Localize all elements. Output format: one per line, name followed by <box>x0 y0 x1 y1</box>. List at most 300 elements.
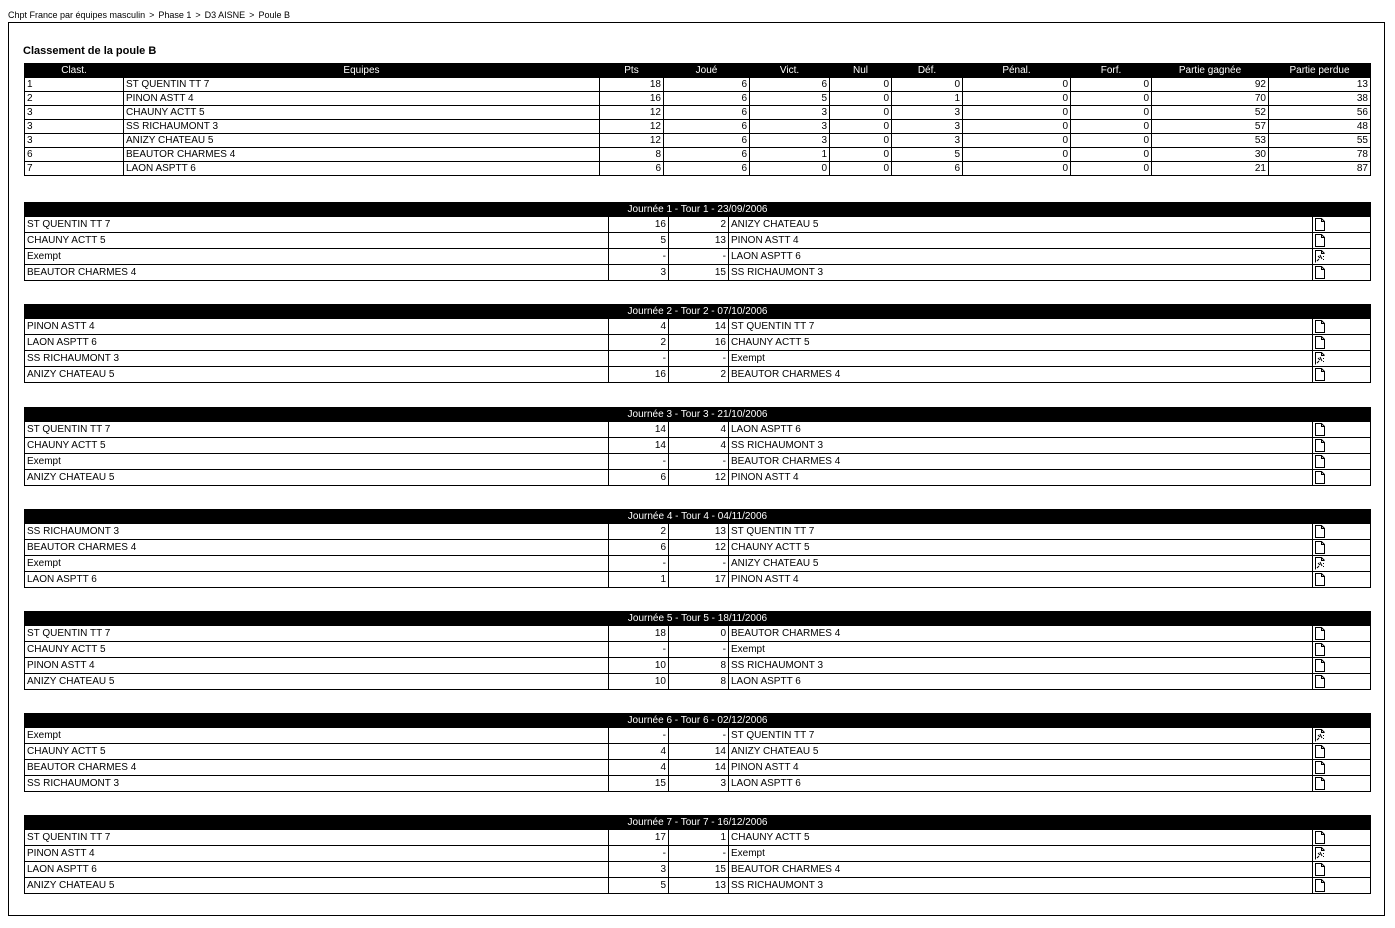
match-row <box>25 265 1371 281</box>
breadcrumb <box>8 10 290 20</box>
home-team-cell[interactable]: ST QUENTIN TT 7 <box>25 830 609 846</box>
ranking-cell: 55 <box>1269 134 1371 148</box>
away-score-cell: 4 <box>669 438 729 454</box>
home-score-cell: 2 <box>609 335 669 351</box>
match-sheet-cell <box>1313 265 1371 281</box>
ranking-cell: 3 <box>25 106 124 120</box>
home-score-cell: 18 <box>609 626 669 642</box>
ranking-cell: 0 <box>1071 120 1152 134</box>
ranking-cell: 52 <box>1152 106 1269 120</box>
match-row <box>25 572 1371 588</box>
ranking-cell: 0 <box>830 92 892 106</box>
breadcrumb-item[interactable]: D3 AISNE <box>204 10 246 20</box>
ranking-cell: 6 <box>664 134 750 148</box>
home-score-cell: 3 <box>609 862 669 878</box>
away-team-cell[interactable]: CHAUNY ACTT 5 <box>729 335 1313 351</box>
ranking-cell: 0 <box>963 106 1071 120</box>
team-name-cell[interactable]: SS RICHAUMONT 3 <box>124 120 600 134</box>
ranking-cell: 53 <box>1152 134 1269 148</box>
match-row <box>25 335 1371 351</box>
away-score-cell: 8 <box>669 674 729 690</box>
breadcrumb-separator: > <box>195 10 201 20</box>
ranking-cell: 8 <box>600 148 664 162</box>
match-sheet-cell <box>1313 744 1371 760</box>
away-team-cell[interactable]: ST QUENTIN TT 7 <box>729 319 1313 335</box>
ranking-cell: 0 <box>892 78 963 92</box>
away-team-cell[interactable]: ANIZY CHATEAU 5 <box>729 217 1313 233</box>
away-team-cell[interactable]: BEAUTOR CHARMES 4 <box>729 454 1313 470</box>
matchday-table <box>24 815 1371 894</box>
home-team-cell[interactable]: ANIZY CHATEAU 5 <box>25 470 609 486</box>
ranking-column-header: Partie perdue <box>1269 64 1371 78</box>
home-team-cell[interactable]: SS RICHAUMONT 3 <box>25 351 609 367</box>
document-icon[interactable] <box>1315 320 1325 333</box>
ranking-cell: 70 <box>1152 92 1269 106</box>
ranking-cell: 6 <box>892 162 963 176</box>
document-icon[interactable] <box>1315 525 1325 538</box>
home-score-cell: - <box>609 728 669 744</box>
home-score-cell: 1 <box>609 572 669 588</box>
away-score-cell: 0 <box>669 626 729 642</box>
table-row <box>25 148 1371 162</box>
away-team-cell[interactable]: ST QUENTIN TT 7 <box>729 524 1313 540</box>
match-sheet-cell <box>1313 217 1371 233</box>
ranking-cell: 12 <box>600 106 664 120</box>
away-score-cell: - <box>669 454 729 470</box>
away-team-cell[interactable]: PINON ASTT 4 <box>729 233 1313 249</box>
away-team-cell[interactable]: BEAUTOR CHARMES 4 <box>729 626 1313 642</box>
match-sheet-cell <box>1313 846 1371 862</box>
ranking-cell: 0 <box>830 134 892 148</box>
away-score-cell: - <box>669 556 729 572</box>
away-score-cell: 3 <box>669 776 729 792</box>
ranking-cell: 5 <box>892 148 963 162</box>
matchday-title: Journée 1 - Tour 1 - 23/09/2006 <box>25 203 1371 217</box>
match-sheet-cell <box>1313 454 1371 470</box>
away-team-cell[interactable]: LAON ASPTT 6 <box>729 674 1313 690</box>
home-team-cell[interactable]: BEAUTOR CHARMES 4 <box>25 760 609 776</box>
away-team-cell[interactable]: SS RICHAUMONT 3 <box>729 878 1313 894</box>
ranking-cell: 3 <box>892 120 963 134</box>
page-title: Classement de la poule B <box>23 45 157 57</box>
home-score-cell: 4 <box>609 760 669 776</box>
home-team-cell[interactable]: ANIZY CHATEAU 5 <box>25 674 609 690</box>
home-team-cell[interactable]: SS RICHAUMONT 3 <box>25 524 609 540</box>
match-sheet-cell <box>1313 760 1371 776</box>
match-row <box>25 626 1371 642</box>
match-sheet-cell <box>1313 319 1371 335</box>
home-team-cell[interactable]: ST QUENTIN TT 7 <box>25 217 609 233</box>
matchday-table <box>24 611 1371 690</box>
away-score-cell: 14 <box>669 319 729 335</box>
match-sheet-cell <box>1313 556 1371 572</box>
document-broken-icon[interactable] <box>1315 847 1325 860</box>
breadcrumb-item[interactable]: Phase 1 <box>158 10 192 20</box>
ranking-column-header: Clast. <box>25 64 124 78</box>
away-team-cell[interactable]: Exempt <box>729 846 1313 862</box>
home-team-cell[interactable]: ST QUENTIN TT 7 <box>25 626 609 642</box>
ranking-cell: 3 <box>750 106 830 120</box>
match-sheet-cell <box>1313 572 1371 588</box>
match-row <box>25 524 1371 540</box>
ranking-cell: 6 <box>664 78 750 92</box>
ranking-cell: 6 <box>25 148 124 162</box>
table-row <box>25 134 1371 148</box>
document-icon[interactable] <box>1315 879 1325 892</box>
match-sheet-cell <box>1313 422 1371 438</box>
ranking-table <box>24 63 1371 176</box>
document-icon[interactable] <box>1315 831 1325 844</box>
match-sheet-cell <box>1313 540 1371 556</box>
ranking-cell: 56 <box>1269 106 1371 120</box>
away-team-cell[interactable]: SS RICHAUMONT 3 <box>729 438 1313 454</box>
match-sheet-cell <box>1313 830 1371 846</box>
match-row <box>25 556 1371 572</box>
home-score-cell: 5 <box>609 233 669 249</box>
ranking-cell: 0 <box>1071 134 1152 148</box>
document-broken-icon[interactable] <box>1315 729 1325 742</box>
away-score-cell: 15 <box>669 862 729 878</box>
home-score-cell: - <box>609 454 669 470</box>
breadcrumb-separator: > <box>249 10 255 20</box>
home-score-cell: 4 <box>609 744 669 760</box>
home-score-cell: 6 <box>609 470 669 486</box>
away-score-cell: - <box>669 846 729 862</box>
matchday-title: Journée 7 - Tour 7 - 16/12/2006 <box>25 816 1371 830</box>
home-team-cell[interactable]: Exempt <box>25 556 609 572</box>
away-score-cell: 15 <box>669 265 729 281</box>
match-row <box>25 351 1371 367</box>
away-team-cell[interactable]: ST QUENTIN TT 7 <box>729 728 1313 744</box>
document-icon[interactable] <box>1315 643 1325 656</box>
match-row <box>25 233 1371 249</box>
ranking-header-row <box>25 64 1371 78</box>
away-team-cell[interactable]: PINON ASTT 4 <box>729 470 1313 486</box>
home-team-cell[interactable]: Exempt <box>25 454 609 470</box>
match-sheet-cell <box>1313 438 1371 454</box>
home-team-cell[interactable]: CHAUNY ACTT 5 <box>25 438 609 454</box>
ranking-cell: 0 <box>963 92 1071 106</box>
home-score-cell: - <box>609 556 669 572</box>
home-score-cell: 16 <box>609 367 669 383</box>
ranking-column-header: Déf. <box>892 64 963 78</box>
ranking-cell: 5 <box>750 92 830 106</box>
ranking-cell: 57 <box>1152 120 1269 134</box>
match-sheet-cell <box>1313 524 1371 540</box>
ranking-cell: 0 <box>830 120 892 134</box>
home-team-cell[interactable]: BEAUTOR CHARMES 4 <box>25 540 609 556</box>
team-name-cell[interactable]: PINON ASTT 4 <box>124 92 600 106</box>
match-row <box>25 249 1371 265</box>
document-icon[interactable] <box>1315 541 1325 554</box>
ranking-cell: 0 <box>1071 106 1152 120</box>
ranking-cell: 38 <box>1269 92 1371 106</box>
ranking-cell: 0 <box>830 78 892 92</box>
matchday-table <box>24 407 1371 486</box>
matchday-table <box>24 304 1371 383</box>
document-icon[interactable] <box>1315 627 1325 640</box>
home-team-cell[interactable]: ANIZY CHATEAU 5 <box>25 367 609 383</box>
ranking-cell: 48 <box>1269 120 1371 134</box>
ranking-cell: 3 <box>892 134 963 148</box>
away-score-cell: 14 <box>669 744 729 760</box>
ranking-column-header: Partie gagnée <box>1152 64 1269 78</box>
ranking-cell: 0 <box>963 120 1071 134</box>
away-score-cell: 13 <box>669 878 729 894</box>
home-score-cell: 4 <box>609 319 669 335</box>
ranking-cell: 0 <box>963 78 1071 92</box>
home-team-cell[interactable]: LAON ASPTT 6 <box>25 862 609 878</box>
document-icon[interactable] <box>1315 863 1325 876</box>
breadcrumb-item[interactable]: Chpt France par équipes masculin <box>8 10 146 20</box>
document-icon[interactable] <box>1315 336 1325 349</box>
away-score-cell: 4 <box>669 422 729 438</box>
match-row <box>25 470 1371 486</box>
away-score-cell: 12 <box>669 470 729 486</box>
home-score-cell: 3 <box>609 265 669 281</box>
match-sheet-cell <box>1313 878 1371 894</box>
match-sheet-cell <box>1313 658 1371 674</box>
ranking-cell: 0 <box>830 162 892 176</box>
ranking-cell: 3 <box>750 134 830 148</box>
ranking-cell: 3 <box>750 120 830 134</box>
breadcrumb-item: Poule B <box>258 10 290 20</box>
home-score-cell: 10 <box>609 674 669 690</box>
ranking-cell: 6 <box>664 162 750 176</box>
home-score-cell: - <box>609 351 669 367</box>
ranking-cell: 2 <box>25 92 124 106</box>
away-score-cell: 14 <box>669 760 729 776</box>
ranking-cell: 92 <box>1152 78 1269 92</box>
ranking-cell: 30 <box>1152 148 1269 162</box>
ranking-cell: 13 <box>1269 78 1371 92</box>
match-sheet-cell <box>1313 862 1371 878</box>
away-team-cell[interactable]: ANIZY CHATEAU 5 <box>729 744 1313 760</box>
ranking-cell: 1 <box>25 78 124 92</box>
table-row <box>25 120 1371 134</box>
away-score-cell: - <box>669 351 729 367</box>
document-broken-icon[interactable] <box>1315 352 1325 365</box>
ranking-cell: 7 <box>25 162 124 176</box>
document-icon[interactable] <box>1315 675 1325 688</box>
document-icon[interactable] <box>1315 218 1325 231</box>
document-icon[interactable] <box>1315 471 1325 484</box>
table-row <box>25 106 1371 120</box>
ranking-cell: 16 <box>600 92 664 106</box>
match-row <box>25 658 1371 674</box>
ranking-cell: 0 <box>1071 162 1152 176</box>
match-sheet-cell <box>1313 249 1371 265</box>
home-team-cell[interactable]: CHAUNY ACTT 5 <box>25 642 609 658</box>
away-team-cell[interactable]: LAON ASPTT 6 <box>729 249 1313 265</box>
ranking-column-header: Joué <box>664 64 750 78</box>
home-team-cell[interactable]: PINON ASTT 4 <box>25 319 609 335</box>
ranking-cell: 12 <box>600 120 664 134</box>
document-icon[interactable] <box>1315 439 1325 452</box>
ranking-column-header: Vict. <box>750 64 830 78</box>
ranking-cell: 87 <box>1269 162 1371 176</box>
away-team-cell[interactable]: LAON ASPTT 6 <box>729 422 1313 438</box>
ranking-cell: 3 <box>25 120 124 134</box>
away-team-cell[interactable]: ANIZY CHATEAU 5 <box>729 556 1313 572</box>
matchday-title: Journée 6 - Tour 6 - 02/12/2006 <box>25 714 1371 728</box>
team-name-cell[interactable]: BEAUTOR CHARMES 4 <box>124 148 600 162</box>
document-icon[interactable] <box>1315 745 1325 758</box>
ranking-cell: 6 <box>750 78 830 92</box>
away-team-cell[interactable]: LAON ASPTT 6 <box>729 776 1313 792</box>
document-icon[interactable] <box>1315 659 1325 672</box>
ranking-cell: 6 <box>664 106 750 120</box>
ranking-cell: 12 <box>600 134 664 148</box>
match-row <box>25 878 1371 894</box>
ranking-cell: 0 <box>750 162 830 176</box>
home-team-cell[interactable]: ANIZY CHATEAU 5 <box>25 878 609 894</box>
away-team-cell[interactable]: Exempt <box>729 351 1313 367</box>
home-score-cell: 15 <box>609 776 669 792</box>
away-score-cell: 17 <box>669 572 729 588</box>
match-row <box>25 728 1371 744</box>
match-sheet-cell <box>1313 728 1371 744</box>
match-row <box>25 760 1371 776</box>
ranking-column-header: Equipes <box>124 64 600 78</box>
away-score-cell: 8 <box>669 658 729 674</box>
away-score-cell: 12 <box>669 540 729 556</box>
home-score-cell: - <box>609 249 669 265</box>
team-name-cell[interactable]: ANIZY CHATEAU 5 <box>124 134 600 148</box>
away-team-cell[interactable]: CHAUNY ACTT 5 <box>729 830 1313 846</box>
home-team-cell[interactable]: LAON ASPTT 6 <box>25 335 609 351</box>
away-team-cell[interactable]: SS RICHAUMONT 3 <box>729 658 1313 674</box>
home-score-cell: 14 <box>609 438 669 454</box>
home-score-cell: 10 <box>609 658 669 674</box>
home-score-cell: 5 <box>609 878 669 894</box>
away-score-cell: 13 <box>669 524 729 540</box>
ranking-cell: 1 <box>750 148 830 162</box>
ranking-cell: 18 <box>600 78 664 92</box>
match-sheet-cell <box>1313 233 1371 249</box>
team-name-cell[interactable]: ST QUENTIN TT 7 <box>124 78 600 92</box>
ranking-cell: 0 <box>830 106 892 120</box>
team-name-cell[interactable]: LAON ASPTT 6 <box>124 162 600 176</box>
match-sheet-cell <box>1313 626 1371 642</box>
away-team-cell[interactable]: PINON ASTT 4 <box>729 760 1313 776</box>
matchday-title: Journée 3 - Tour 3 - 21/10/2006 <box>25 408 1371 422</box>
matchday-table <box>24 202 1371 281</box>
away-team-cell[interactable]: SS RICHAUMONT 3 <box>729 265 1313 281</box>
match-row <box>25 846 1371 862</box>
home-team-cell[interactable]: Exempt <box>25 249 609 265</box>
home-team-cell[interactable]: ST QUENTIN TT 7 <box>25 422 609 438</box>
home-team-cell[interactable]: SS RICHAUMONT 3 <box>25 776 609 792</box>
ranking-column-header: Pts <box>600 64 664 78</box>
match-row <box>25 674 1371 690</box>
match-sheet-cell <box>1313 470 1371 486</box>
document-icon[interactable] <box>1315 266 1325 279</box>
document-icon[interactable] <box>1315 368 1325 381</box>
match-sheet-cell <box>1313 674 1371 690</box>
away-team-cell[interactable]: BEAUTOR CHARMES 4 <box>729 862 1313 878</box>
match-row <box>25 642 1371 658</box>
away-team-cell[interactable]: CHAUNY ACTT 5 <box>729 540 1313 556</box>
match-sheet-cell <box>1313 335 1371 351</box>
document-icon[interactable] <box>1315 573 1325 586</box>
ranking-cell: 0 <box>1071 78 1152 92</box>
ranking-cell: 78 <box>1269 148 1371 162</box>
document-icon[interactable] <box>1315 761 1325 774</box>
home-score-cell: 16 <box>609 217 669 233</box>
match-row <box>25 830 1371 846</box>
match-row <box>25 422 1371 438</box>
away-score-cell: - <box>669 642 729 658</box>
home-team-cell[interactable]: PINON ASTT 4 <box>25 846 609 862</box>
ranking-cell: 6 <box>664 148 750 162</box>
ranking-cell: 0 <box>1071 148 1152 162</box>
away-score-cell: 2 <box>669 367 729 383</box>
home-team-cell[interactable]: Exempt <box>25 728 609 744</box>
ranking-cell: 0 <box>963 148 1071 162</box>
document-icon[interactable] <box>1315 777 1325 790</box>
ranking-cell: 1 <box>892 92 963 106</box>
matchday-title: Journée 5 - Tour 5 - 18/11/2006 <box>25 612 1371 626</box>
away-score-cell: - <box>669 249 729 265</box>
home-team-cell[interactable]: CHAUNY ACTT 5 <box>25 744 609 760</box>
ranking-cell: 3 <box>892 106 963 120</box>
document-icon[interactable] <box>1315 455 1325 468</box>
ranking-cell: 3 <box>25 134 124 148</box>
breadcrumb-separator: > <box>149 10 155 20</box>
ranking-column-header: Pénal. <box>963 64 1071 78</box>
away-score-cell: 1 <box>669 830 729 846</box>
table-row <box>25 92 1371 106</box>
match-sheet-cell <box>1313 351 1371 367</box>
away-team-cell[interactable]: Exempt <box>729 642 1313 658</box>
ranking-column-header: Nul <box>830 64 892 78</box>
ranking-cell: 6 <box>664 120 750 134</box>
away-score-cell: 2 <box>669 217 729 233</box>
home-score-cell: 2 <box>609 524 669 540</box>
home-team-cell[interactable]: PINON ASTT 4 <box>25 658 609 674</box>
ranking-cell: 0 <box>830 148 892 162</box>
match-row <box>25 438 1371 454</box>
ranking-cell: 0 <box>1071 92 1152 106</box>
match-row <box>25 319 1371 335</box>
document-icon[interactable] <box>1315 234 1325 247</box>
match-row <box>25 454 1371 470</box>
matchday-table <box>24 713 1371 792</box>
document-icon[interactable] <box>1315 423 1325 436</box>
away-team-cell[interactable]: PINON ASTT 4 <box>729 572 1313 588</box>
match-row <box>25 217 1371 233</box>
match-sheet-cell <box>1313 367 1371 383</box>
home-team-cell[interactable]: CHAUNY ACTT 5 <box>25 233 609 249</box>
away-team-cell[interactable]: BEAUTOR CHARMES 4 <box>729 367 1313 383</box>
away-score-cell: - <box>669 728 729 744</box>
home-team-cell[interactable]: BEAUTOR CHARMES 4 <box>25 265 609 281</box>
document-broken-icon[interactable] <box>1315 250 1325 263</box>
match-sheet-cell <box>1313 776 1371 792</box>
document-broken-icon[interactable] <box>1315 557 1325 570</box>
ranking-column-header: Forf. <box>1071 64 1152 78</box>
table-row <box>25 162 1371 176</box>
home-team-cell[interactable]: LAON ASPTT 6 <box>25 572 609 588</box>
ranking-cell: 6 <box>600 162 664 176</box>
home-score-cell: 17 <box>609 830 669 846</box>
ranking-cell: 0 <box>963 134 1071 148</box>
home-score-cell: 6 <box>609 540 669 556</box>
table-row <box>25 78 1371 92</box>
home-score-cell: - <box>609 642 669 658</box>
team-name-cell[interactable]: CHAUNY ACTT 5 <box>124 106 600 120</box>
